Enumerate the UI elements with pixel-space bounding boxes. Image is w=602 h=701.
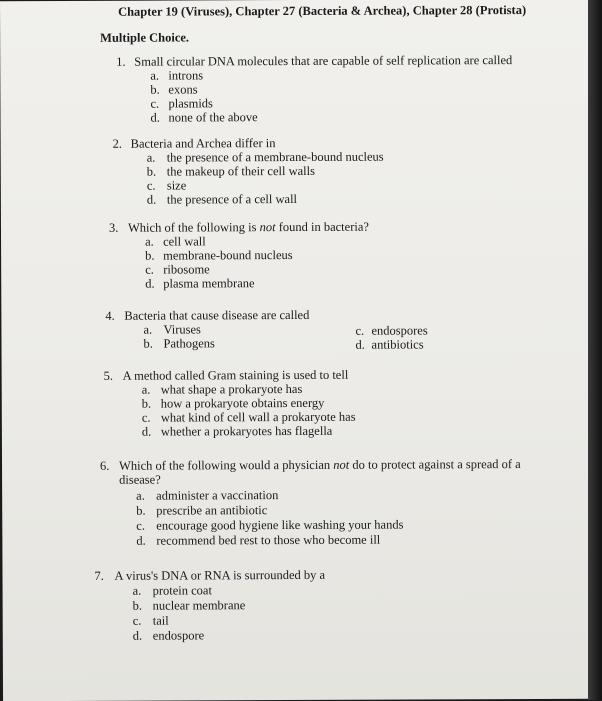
option-text: the presence of a cell wall bbox=[166, 191, 298, 207]
option-letter: d. bbox=[141, 424, 152, 439]
option-letter: c. bbox=[141, 410, 151, 425]
question-number: 7. bbox=[94, 568, 104, 583]
question-text: Which of the following is not found in bacteria? bbox=[127, 219, 369, 235]
question-number: 6. bbox=[100, 458, 110, 473]
question-text: Which of the following would a physician not do to protect against a spread of a bbox=[119, 457, 521, 473]
option-text: plasmids bbox=[168, 96, 213, 111]
question-text: Small circular DNA molecules that are capable of self replication are called bbox=[134, 53, 513, 69]
option-letter: d. bbox=[132, 628, 143, 643]
option-letter: a. bbox=[136, 488, 145, 503]
option-text: administer a vaccination bbox=[156, 488, 279, 503]
option-text: the presence of a membrane-bound nucleus bbox=[166, 149, 384, 165]
option-text: none of the above bbox=[168, 110, 258, 125]
option-letter: d. bbox=[146, 192, 157, 207]
option-text: how a prokaryote obtains energy bbox=[160, 395, 325, 411]
option-text: exons bbox=[168, 82, 198, 97]
option-letter: c. bbox=[132, 613, 142, 628]
option-letter: d. bbox=[355, 337, 365, 352]
option-text: prescribe an antibiotic bbox=[156, 503, 268, 518]
question-text: A virus's DNA or RNA is surrounded by a bbox=[114, 567, 326, 583]
option-text: membrane-bound nucleus bbox=[163, 248, 293, 263]
option-text: the makeup of their cell walls bbox=[166, 163, 315, 179]
option-letter: d. bbox=[136, 533, 146, 548]
option-letter: a. bbox=[150, 68, 160, 83]
option-letter: b. bbox=[150, 82, 160, 97]
question-number: 5. bbox=[103, 368, 114, 383]
option-text: tail bbox=[152, 613, 169, 628]
option-letter: b. bbox=[143, 336, 153, 351]
option-letter: b. bbox=[132, 598, 143, 613]
question-text-continued: disease? bbox=[119, 472, 161, 487]
question-text: A method called Gram staining is used to tell bbox=[122, 367, 349, 383]
option-text: size bbox=[166, 178, 187, 193]
option-text: whether a prokaryotes has flagella bbox=[160, 423, 333, 439]
option-letter: c. bbox=[150, 96, 160, 111]
option-letter: b. bbox=[146, 164, 157, 179]
option-text: nuclear membrane bbox=[152, 598, 246, 613]
question-text: Bacteria that cause disease are called bbox=[124, 307, 310, 323]
option-text: protein coat bbox=[152, 583, 212, 598]
option-text: Viruses bbox=[163, 322, 201, 337]
option-text: ribosome bbox=[163, 262, 210, 277]
question-number: 1. bbox=[116, 54, 126, 69]
option-letter: a. bbox=[146, 150, 156, 165]
option-text: plasma membrane bbox=[163, 276, 255, 291]
option-letter: b. bbox=[136, 503, 146, 518]
document-title: Chapter 19 (Viruses), Chapter 27 (Bacteria & Archea), Chapter 28 (Protista) bbox=[118, 2, 527, 19]
option-letter: c. bbox=[355, 323, 365, 338]
option-letter: a. bbox=[143, 322, 153, 337]
option-letter: a. bbox=[141, 382, 151, 397]
section-heading: Multiple Choice. bbox=[100, 30, 190, 45]
option-text: introns bbox=[168, 68, 204, 83]
option-letter: a. bbox=[145, 234, 154, 249]
option-text: endospores bbox=[371, 323, 428, 338]
option-text: endospore bbox=[152, 628, 205, 643]
question-text: Bacteria and Archea differ in bbox=[130, 136, 276, 151]
option-letter: b. bbox=[141, 396, 152, 411]
option-text: recommend bed rest to those who become ill bbox=[156, 532, 381, 548]
option-text: Pathogens bbox=[163, 336, 215, 351]
option-letter: c. bbox=[145, 262, 154, 277]
option-text: cell wall bbox=[163, 234, 206, 249]
question-number: 2. bbox=[112, 136, 123, 151]
dark-background-edge bbox=[588, 0, 602, 700]
option-letter: c. bbox=[136, 518, 146, 533]
question-number: 4. bbox=[105, 308, 115, 323]
option-letter: d. bbox=[150, 110, 160, 125]
option-letter: d. bbox=[145, 276, 155, 291]
option-text: encourage good hygiene like washing your hands bbox=[156, 517, 404, 533]
option-text: what kind of cell wall a prokaryote has bbox=[160, 409, 356, 425]
option-letter: a. bbox=[132, 583, 142, 598]
option-text: antibiotics bbox=[371, 337, 424, 352]
option-text: what shape a prokaryote has bbox=[160, 381, 303, 397]
option-letter: b. bbox=[145, 248, 155, 263]
option-letter: c. bbox=[146, 178, 156, 193]
question-number: 3. bbox=[108, 220, 119, 235]
